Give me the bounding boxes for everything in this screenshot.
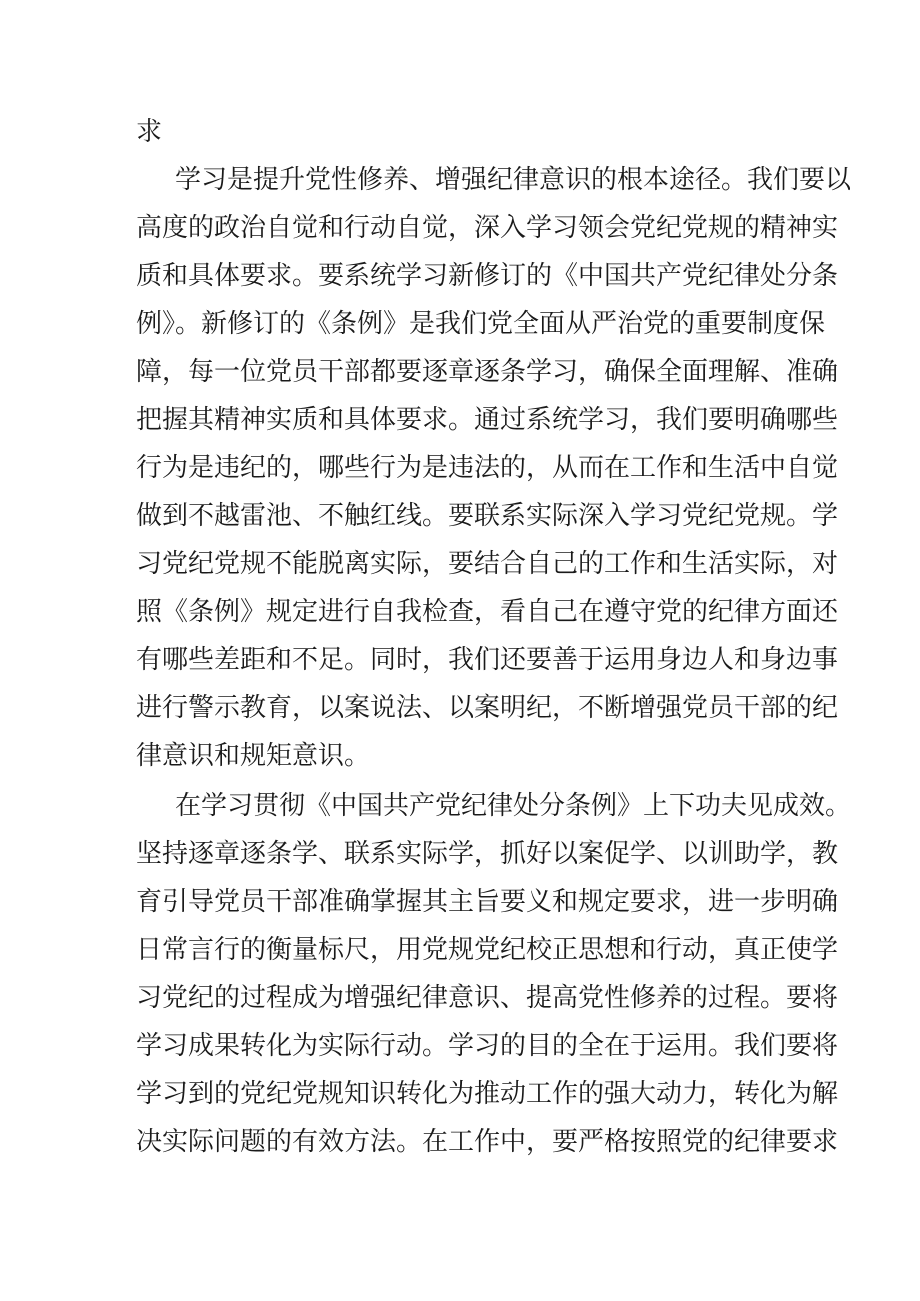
paragraph-1-line-12: 进行警示教育，以案说法、以案明纪，不断增强党员干部的纪 <box>136 693 839 723</box>
paragraph-1-line-9: 习党纪党规不能脱离实际，要结合自己的工作和生活实际，对 <box>136 549 839 579</box>
text-line-1: 求 <box>136 117 163 147</box>
paragraph-2-line-3: 育引导党员干部准确掌握其主旨要义和规定要求，进一步明确 <box>136 887 839 917</box>
paragraph-1-line-8: 做到不越雷池、不触红线。要联系实际深入学习党纪党规。学 <box>136 501 839 531</box>
paragraph-2-line-4: 日常言行的衡量标尺，用党规党纪校正思想和行动，真正使学 <box>136 935 839 965</box>
paragraph-1-line-7: 行为是违纪的，哪些行为是违法的，从而在工作和生活中自觉 <box>136 453 839 483</box>
paragraph-2-line-6: 学习成果转化为实际行动。学习的目的全在于运用。我们要将 <box>136 1031 839 1061</box>
paragraph-2-line-8: 决实际问题的有效方法。在工作中，要严格按照党的纪律要求 <box>136 1127 839 1157</box>
paragraph-1-line-1: 学习是提升党性修养、增强纪律意识的根本途径。我们要以 <box>175 165 852 195</box>
paragraph-1-line-5: 障，每一位党员干部都要逐章逐条学习，确保全面理解、准确 <box>136 357 839 387</box>
paragraph-1-line-4: 例》。新修订的《条例》是我们党全面从严治党的重要制度保 <box>136 309 826 339</box>
paragraph-1-line-11: 有哪些差距和不足。同时，我们还要善于运用身边人和身边事 <box>136 645 839 675</box>
paragraph-2-line-1: 在学习贯彻《中国共产党纪律处分条例》上下功夫见成效。 <box>175 791 852 821</box>
paragraph-2-line-2: 坚持逐章逐条学、联系实际学，抓好以案促学、以训助学，教 <box>136 839 839 869</box>
paragraph-1-line-2: 高度的政治自觉和行动自觉，深入学习领会党纪党规的精神实 <box>136 213 839 243</box>
paragraph-1-line-10: 照《条例》规定进行自我检查，看自己在遵守党的纪律方面还 <box>136 597 839 627</box>
paragraph-1-line-6: 把握其精神实质和具体要求。通过系统学习，我们要明确哪些 <box>136 405 839 435</box>
paragraph-1-line-3: 质和具体要求。要系统学习新修订的《中国共产党纪律处分条 <box>136 261 839 291</box>
paragraph-2-line-7: 学习到的党纪党规知识转化为推动工作的强大动力，转化为解 <box>136 1079 839 1109</box>
paragraph-1-line-13: 律意识和规矩意识。 <box>136 741 371 771</box>
paragraph-2-line-5: 习党纪的过程成为增强纪律意识、提高党性修养的过程。要将 <box>136 983 839 1013</box>
